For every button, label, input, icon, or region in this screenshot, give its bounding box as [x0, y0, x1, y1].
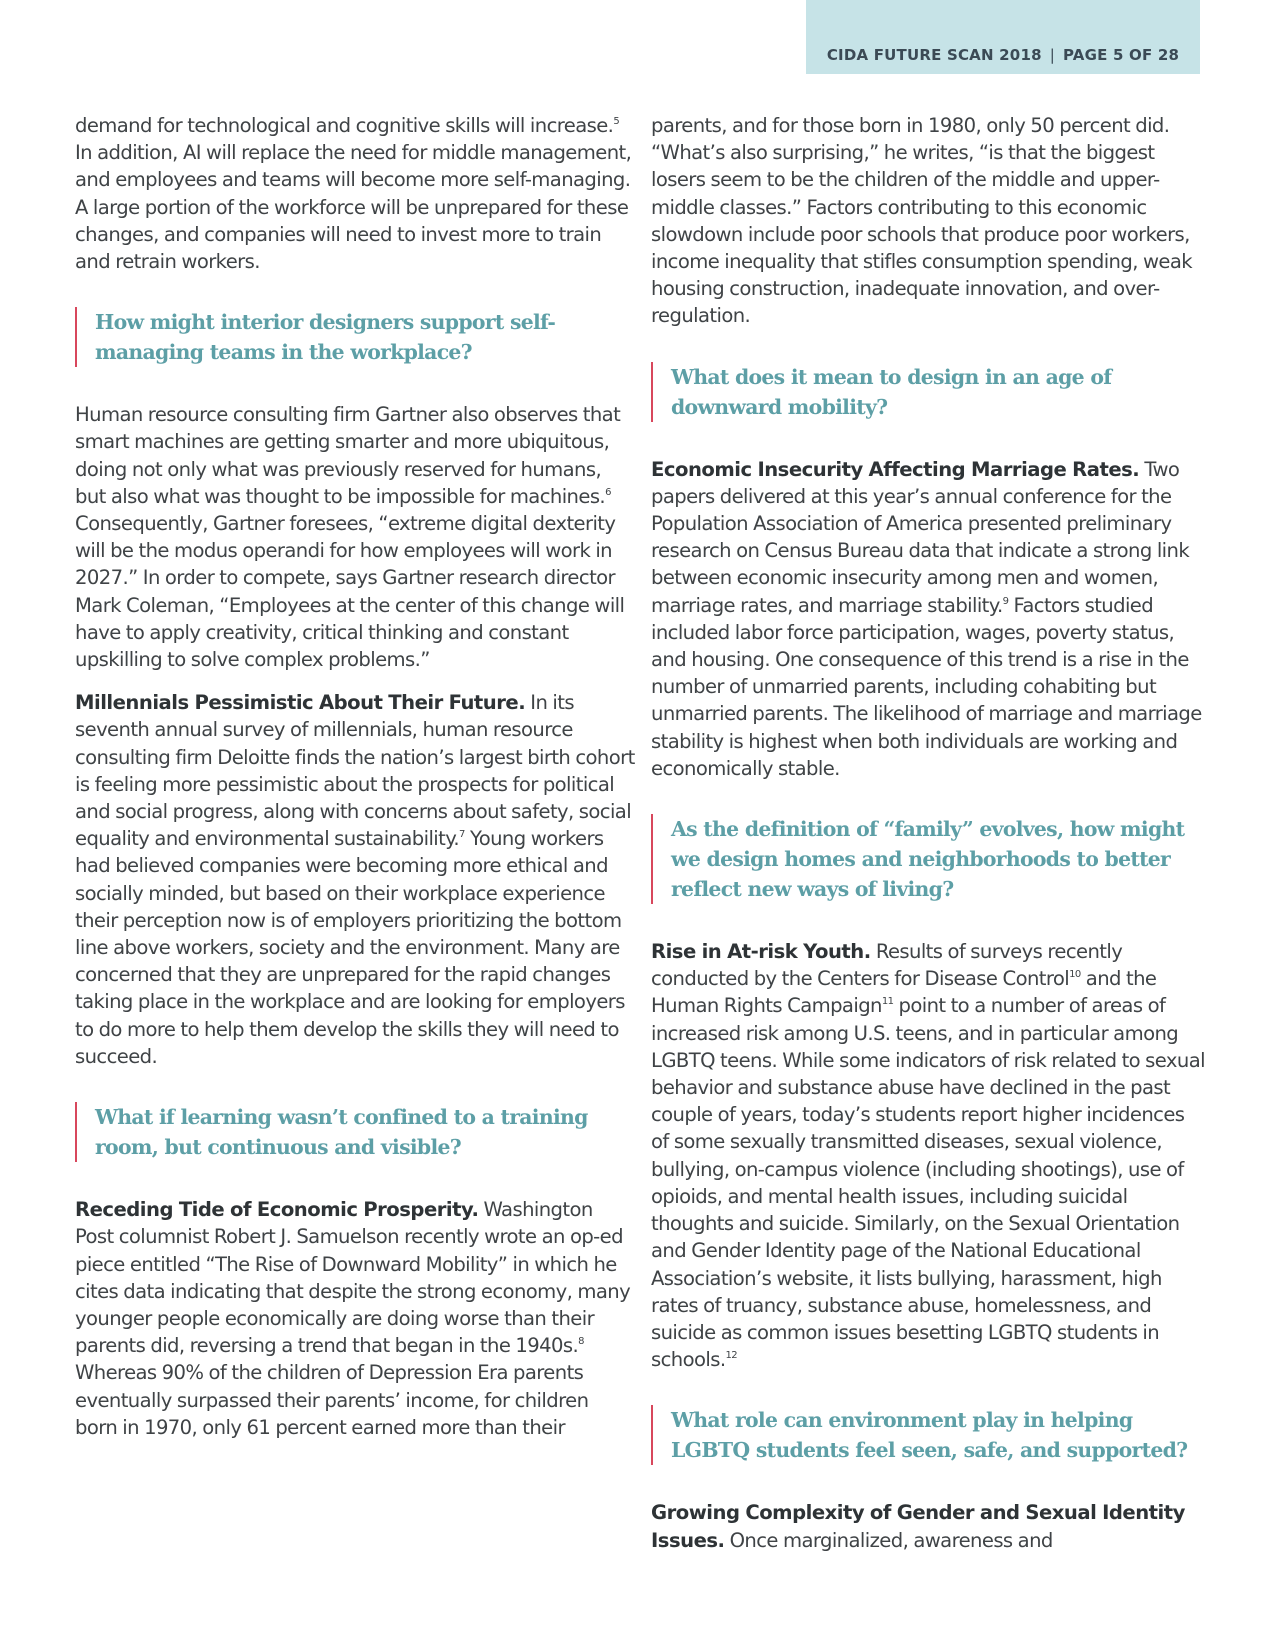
- question-callout: What if learning wasn’t confined to a training room, but continuous and visible?: [75, 1102, 635, 1162]
- paragraph: Economic Insecurity Affecting Marriage Rates. Two papers delivered at this year’s annual conference for the Population Association of America presented preliminary research on Census Bureau data that indicate a strong link between economic insecurity among men and women, marriage rates, and marriage stability.$^9$ Factors studied included labor force participation, wages, poverty status, and housing. One consequence of this trend is a rise in the number of unmarried parents, including cohabiting but unmarried parents. The likelihood of marriage and marriage stability is highest when both individuals are working and economically stable.: [651, 457, 1202, 780]
- paragraph: Growing Complexity of Gender and Sexual Identity Issues. Once marginalized, awareness and: [651, 1501, 1185, 1552]
- right-column: [651, 112, 1205, 1554]
- section-heading: Millennials Pessimistic About Their Future.: [75, 691, 526, 715]
- paragraph: Human resource consulting firm Gartner also observes that smart machines are getting smarter and more ubiquitous, doing not only what was previously reserved for humans, but also what was thought to be impossible for machines.$^6$ Consequently, Gartner foresees, “extreme digital dexterity will be the modus operandi for how employees will work in 2027.” In order to compete, says Gartner research director Mark Coleman, “Employees at the center of this change will have to apply creativity, critical thinking and constant upskilling to solve complex problems.”: [75, 403, 625, 672]
- footnote-ref[interactable]: 8: [578, 1336, 584, 1348]
- section-heading: Rise in At-risk Youth.: [651, 940, 871, 964]
- header-separator: |: [1049, 46, 1055, 64]
- question-callout: As the definition of “family” evolves, how might we design homes and neighborhoods to better reflect new ways of living?: [651, 814, 1205, 904]
- question-callout: What does it mean to design in an age of downward mobility?: [651, 362, 1205, 422]
- paragraph: parents, and for those born in 1980, only 50 percent did. “What’s also surprising,” he writes, “is that the biggest losers seem to be the children of the middle and upper-middle classes.” Factors contributing to this economic slowdown include poor schools that produce poor workers, income inequality that stifles consumption spending, weak housing construction, inadequate innovation, and over-regulation.: [651, 114, 1192, 328]
- section-heading: Receding Tide of Economic Prosperity.: [75, 1198, 479, 1222]
- footnote-ref[interactable]: 12: [725, 1350, 737, 1362]
- footnote-ref[interactable]: 10: [1069, 969, 1081, 981]
- page-number: PAGE 5 OF 28: [1062, 46, 1180, 64]
- question-callout: What role can environment play in helping LGBTQ students feel seen, safe, and supported?: [651, 1405, 1205, 1465]
- paragraph: Receding Tide of Economic Prosperity. Washington Post columnist Robert J. Samuelson recently wrote an op-ed piece entitled “The Rise of Downward Mobility” in which he cites data indicating that despite the strong economy, many younger people economically are doing worse than their parents did, reversing a trend that began in the 1940s.$^8$ Whereas 90% of the children of Depression Era parents eventually surpassed their parents’ income, for children born in 1970, only 61 percent earned more than their: [75, 1198, 631, 1439]
- section-heading: Growing Complexity of Gender and Sexual Identity Issues.: [651, 1501, 1185, 1552]
- footnote-ref[interactable]: 7: [459, 829, 465, 841]
- footnote-ref[interactable]: 6: [605, 486, 611, 498]
- paragraph: Millennials Pessimistic About Their Future. In its seventh annual survey of millennials, human resource consulting firm Deloitte finds the nation’s largest birth cohort is feeling more pessimistic about the prospects for political and social progress, along with concerns about safety, social equality and environmental sustainability.$^7$ Young workers had believed companies were becoming more ethical and socially minded, but based on their workplace experience their perception now is of employers prioritizing the bottom line above workers, society and the environment. Many are concerned that they are unprepared for the rapid changes taking place in the workplace and are looking for employers to do more to help them develop the skills they will need to succeed.: [75, 691, 635, 1068]
- page-header: [806, 0, 1200, 74]
- publication-title: CIDA FUTURE SCAN 2018: [826, 46, 1042, 64]
- section-heading: Economic Insecurity Affecting Marriage Rates.: [651, 457, 1140, 481]
- paragraph: demand for technological and cognitive skills will increase.$^5$ In addition, AI will replace the need for middle management, and employees and teams will become more self-managing. A large portion of the workforce will be unprepared for these changes, and companies will need to invest more to train and retrain workers.: [75, 114, 632, 274]
- footnote-ref[interactable]: 11: [881, 996, 894, 1008]
- footnote-ref[interactable]: 5: [613, 116, 620, 127]
- footnote-ref[interactable]: 9: [1002, 595, 1009, 607]
- left-column: [75, 112, 635, 1441]
- paragraph: Rise in At-risk Youth. Results of surveys recently conducted by the Centers for Disease Control$^{10}$ and the Human Rights Campaign$^{11}$ point to a number of areas of increased risk among U.S. teens, and in particular among LGBTQ teens. While some indicators of risk related to sexual behavior and substance abuse have declined in the past couple of years, today’s students report higher incidences of some sexually transmitted diseases, sexual violence, bullying, on-campus violence (including shootings), use of opioids, and mental health issues, including suicidal thoughts and suicide. Similarly, on the Sexual Orientation and Gender Identity page of the National Educational Association’s website, it lists bullying, harassment, high rates of truancy, substance abuse, homelessness, and suicide as common issues besetting LGBTQ students in schools.$^{12}$: [651, 940, 1205, 1372]
- question-callout: How might interior designers support self-managing teams in the workplace?: [75, 307, 635, 367]
